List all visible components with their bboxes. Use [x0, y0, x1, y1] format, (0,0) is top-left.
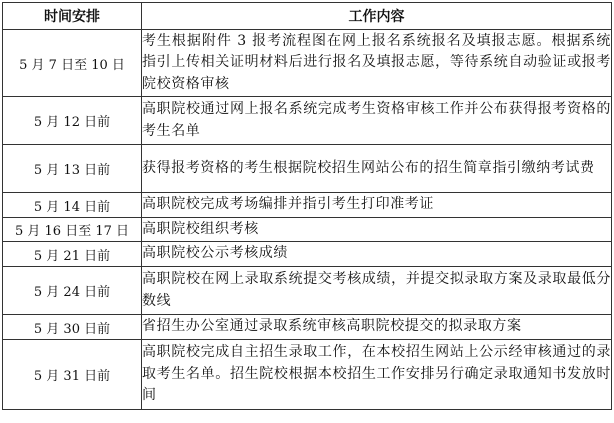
table-row — [3, 30, 612, 97]
row-task: 考生根据附件 3 报考流程图在网上报名系统报名及填报志愿。根据系统指引上传相关证明材料后进行报名及填报志愿，等待系统自动验证或报考院校资格审核 — [142, 30, 612, 97]
table-row — [3, 145, 612, 193]
table-row — [3, 340, 612, 410]
row-date: 5 月 31 日前 — [3, 340, 142, 410]
row-task: 省招生办公室通过录取系统审核高职院校提交的拟录取方案 — [142, 315, 612, 340]
row-date: 5 月 21 日前 — [3, 242, 142, 267]
row-date: 5 月 12 日前 — [3, 97, 142, 145]
row-date: 5 月 14 日前 — [3, 193, 142, 218]
row-date: 5 月 24 日前 — [3, 267, 142, 315]
row-task: 高职院校组织考核 — [142, 218, 612, 242]
table-row — [3, 193, 612, 218]
table-row — [3, 97, 612, 145]
row-date: 5 月 30 日前 — [3, 315, 142, 340]
table-row — [3, 267, 612, 315]
row-task: 高职院校完成自主招生录取工作，在本校招生网站上公示经审核通过的录取考生名单。招生院校根据本校招生工作安排另行确定录取通知书发放时间 — [142, 340, 612, 410]
row-task: 高职院校通过网上报名系统完成考生资格审核工作并公布获得报考资格的考生名单 — [142, 97, 612, 145]
schedule-table — [2, 2, 612, 410]
table-row — [3, 315, 612, 340]
row-date: 5 月 13 日前 — [3, 145, 142, 193]
row-date: 5 月 16 日至 17 日 — [3, 218, 142, 242]
row-task: 高职院校公示考核成绩 — [142, 242, 612, 267]
table-header-row — [3, 3, 612, 30]
row-date: 5 月 7 日至 10 日 — [3, 30, 142, 97]
row-task: 高职院校在网上录取系统提交考核成绩，并提交拟录取方案及录取最低分数线 — [142, 267, 612, 315]
table-row — [3, 242, 612, 267]
table-row — [3, 218, 612, 242]
time-column-header: 时间安排 — [3, 3, 142, 30]
work-column-header: 工作内容 — [142, 3, 612, 30]
row-task: 获得报考资格的考生根据院校招生网站公布的招生简章指引缴纳考试费 — [142, 145, 612, 193]
row-task: 高职院校完成考场编排并指引考生打印准考证 — [142, 193, 612, 218]
